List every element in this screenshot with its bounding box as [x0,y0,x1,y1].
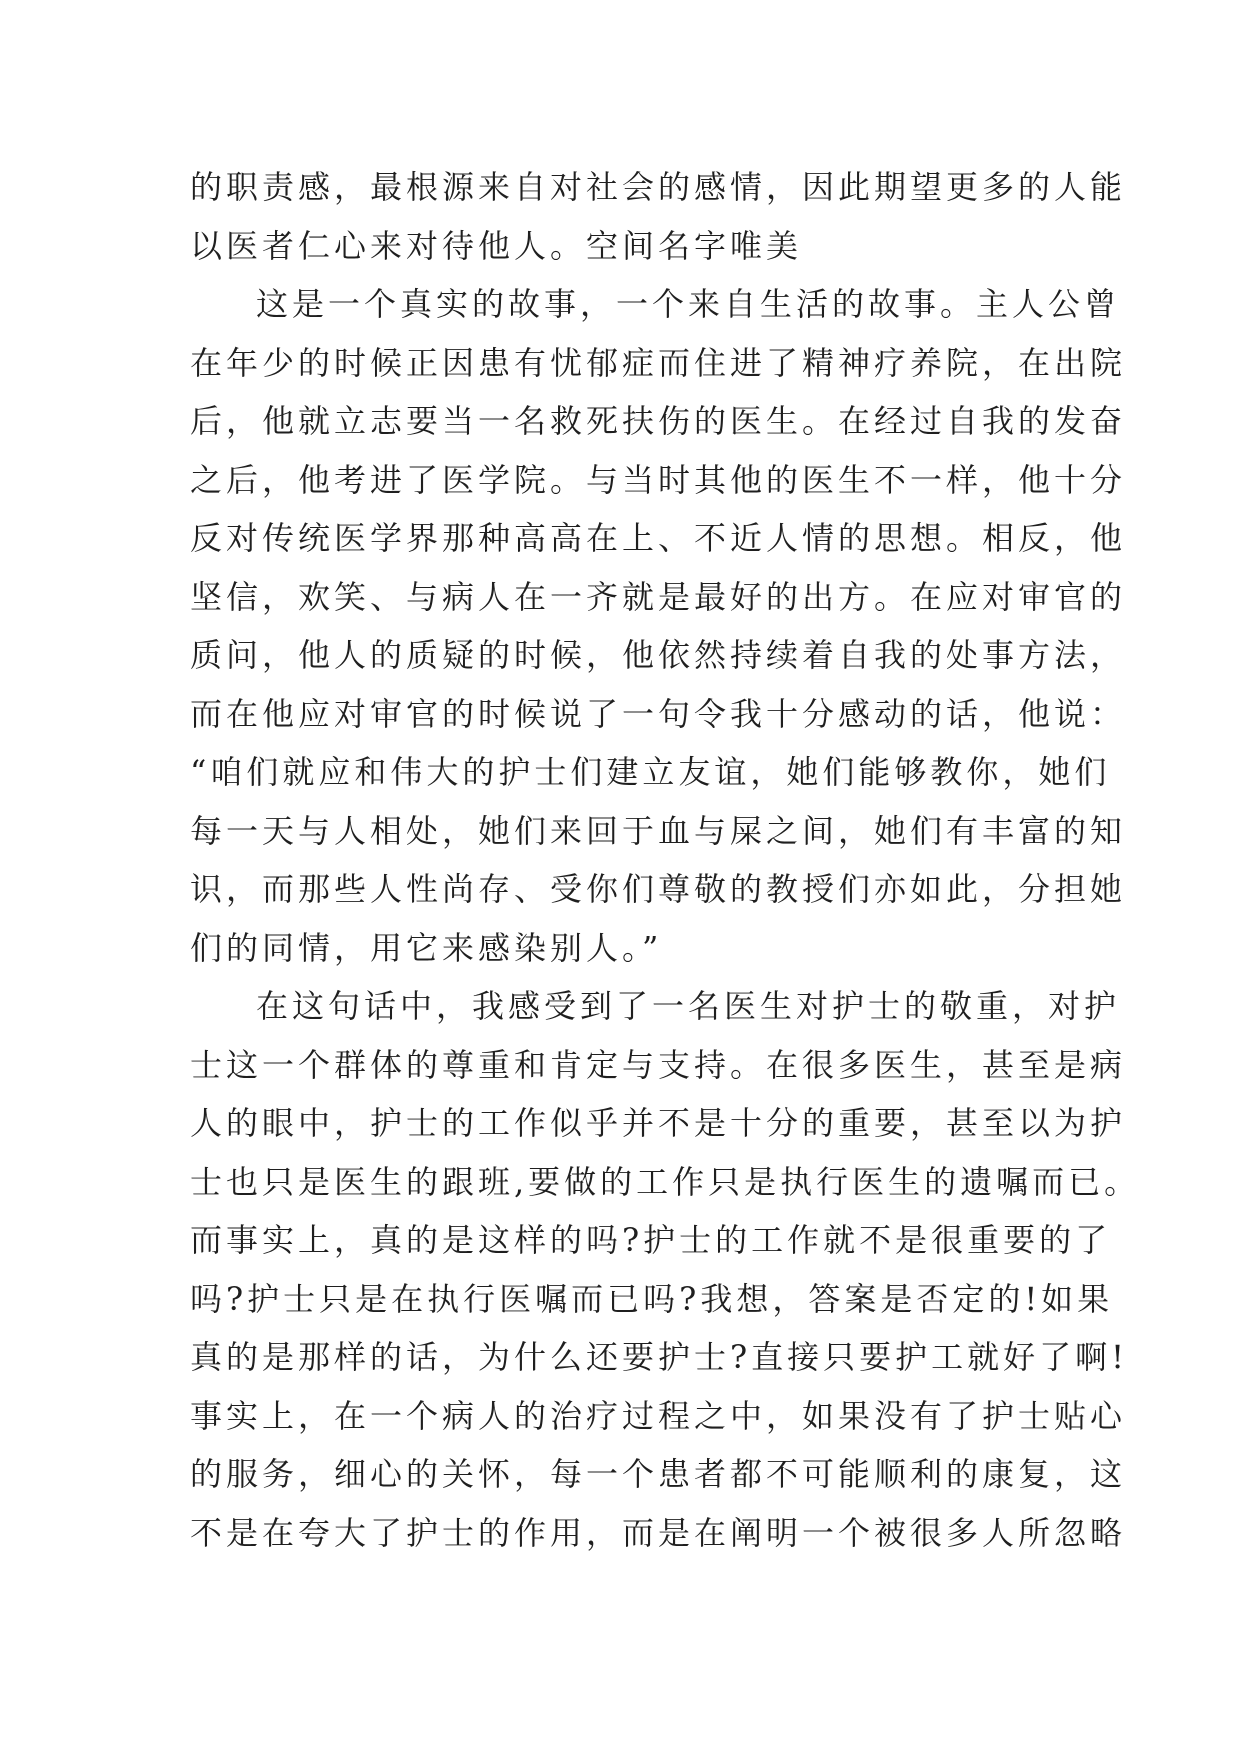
paragraph-2-line: 之后，他考进了医学院。与当时其他的医生不一样，他十分 [190,460,1127,499]
paragraph-2-line: 质问，他人的质疑的时候，他依然持续着自我的处事方法， [190,636,1127,674]
paragraph-2-line: 坚信，欢笑、与病人在一齐就是最好的出方。在应对审官的 [190,577,1127,616]
paragraph-2-line: “咱们就应和伟大的护士们建立友谊，她们能够教你，她们 [190,753,1111,791]
paragraph-2-line: 这是一个真实的故事，一个来自生活的故事。主人公曾 [256,285,1121,323]
paragraph-2-line: 而在他应对审官的时候说了一句令我十分感动的话，他说： [190,694,1127,733]
paragraph-2-line: 每一天与人相处，她们来回于血与屎之间，她们有丰富的知 [190,811,1127,850]
paragraph-2-line: 反对传统医学界那种高高在上、不近人情的思想。相反，他 [190,519,1127,557]
paragraph-2-line: 识，而那些人性尚存、受你们尊敬的教授们亦如此，分担她 [190,870,1127,908]
paragraph-3-line: 事实上，在一个病人的治疗过程之中，如果没有了护士贴心 [190,1396,1127,1435]
paragraph-3-line: 士这一个群体的尊重和肯定与支持。在很多医生，甚至是病 [190,1045,1127,1084]
paragraph-1-line: 以医者仁心来对待他人。空间名字唯美 [190,226,803,265]
paragraph-3-line: 真的是那样的话，为什么还要护士?直接只要护工就好了啊! [190,1338,1129,1376]
paragraph-3-line: 而事实上，真的是这样的吗?护士的工作就不是很重要的了 [190,1221,1112,1259]
body-text [190,158,1141,1562]
paragraph-3-line: 在这句话中，我感受到了一名医生对护士的敬重，对护 [256,987,1121,1025]
paragraph-3-line: 吗?护士只是在执行医嘱而已吗?我想，答案是否定的!如果 [190,1279,1114,1318]
paragraph-3-line: 不是在夸大了护士的作用，而是在阐明一个被很多人所忽略 [190,1513,1127,1552]
paragraph-2-line: 后，他就立志要当一名救死扶伤的医生。在经过自我的发奋 [190,402,1127,440]
paragraph-2-line: 在年少的时候正因患有忧郁症而住进了精神疗养院，在出院 [190,343,1127,382]
paragraph-3-line: 人的眼中，护士的工作似乎并不是十分的重要，甚至以为护 [190,1104,1127,1142]
paragraph-3-line: 士也只是医生的跟班,要做的工作只是执行医生的遗嘱而已。 [190,1162,1141,1201]
paragraph-1-line: 的职责感，最根源来自对社会的感情，因此期望更多的人能 [190,168,1127,206]
paragraph-3-line: 的服务，细心的关怀，每一个患者都不可能顺利的康复，这 [190,1455,1127,1493]
paragraph-2-line: 们的同情，用它来感染别人。” [190,928,663,967]
